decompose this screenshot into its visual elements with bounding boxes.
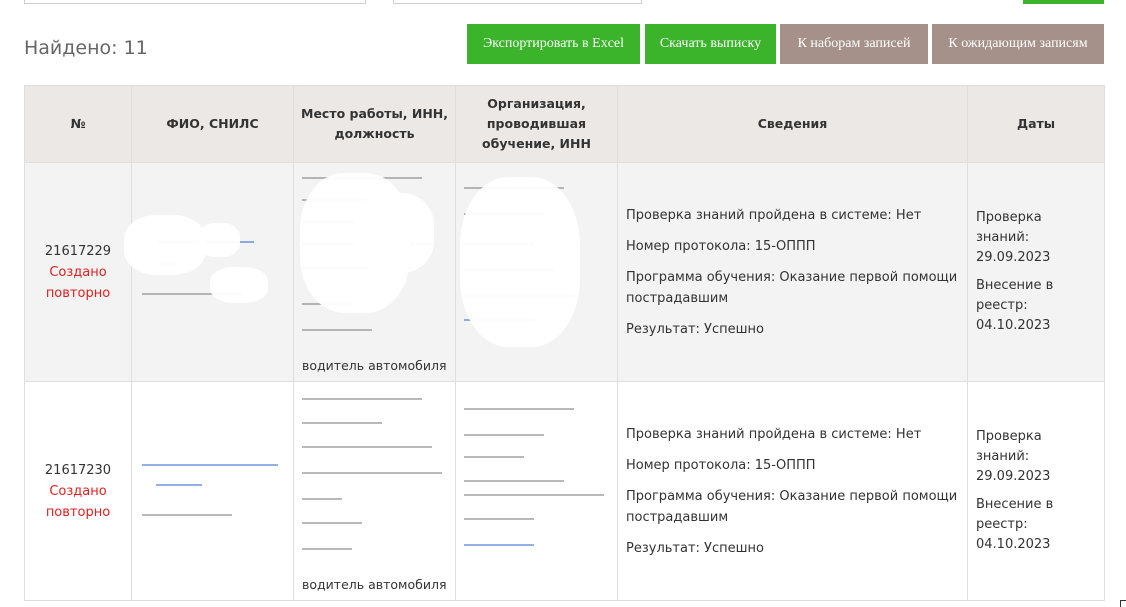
check-date-label: Проверка знаний: bbox=[976, 429, 1042, 464]
redaction-blob bbox=[198, 223, 240, 257]
registry-date-label: Внесение в реестр: bbox=[976, 278, 1054, 313]
info-result: Результат: Успешно bbox=[626, 540, 764, 556]
record-status: Создано повторно bbox=[45, 264, 111, 301]
table-row bbox=[25, 163, 1105, 382]
header-dates: Даты bbox=[968, 86, 1105, 163]
dates-cell bbox=[968, 382, 1105, 601]
info-check: Проверка знаний пройдена в системе: Нет bbox=[626, 426, 922, 442]
header-fio: ФИО, СНИЛС bbox=[132, 86, 294, 163]
redaction-blob bbox=[210, 267, 268, 303]
download-statement-button[interactable]: Скачать выписку bbox=[645, 24, 776, 64]
redaction-blob bbox=[460, 177, 580, 347]
org-cell-redacted bbox=[456, 382, 618, 601]
redaction-blob bbox=[124, 215, 206, 275]
header-work: Место работы, ИНН, должность bbox=[294, 86, 456, 163]
info-program: Программа обучения: Оказание первой помощи пострадавшим bbox=[626, 269, 958, 306]
job-position: водитель автомобиля bbox=[302, 358, 447, 373]
header-num: № bbox=[25, 86, 132, 163]
fio-cell-redacted[interactable] bbox=[132, 382, 294, 601]
job-position: водитель автомобиля bbox=[302, 577, 447, 592]
filter-input-partial[interactable] bbox=[24, 0, 366, 4]
record-sets-button[interactable]: К наборам записей bbox=[780, 24, 928, 64]
info-program: Программа обучения: Оказание первой помощи пострадавшим bbox=[626, 488, 958, 525]
resize-corner bbox=[1120, 600, 1126, 607]
redaction-blob bbox=[354, 193, 434, 273]
table-header-row bbox=[25, 86, 1105, 163]
record-status: Создано повторно bbox=[45, 483, 111, 520]
records-table bbox=[24, 85, 1105, 601]
registry-date-label: Внесение в реестр: bbox=[976, 497, 1054, 532]
info-cell bbox=[618, 163, 968, 382]
registry-date: 04.10.2023 bbox=[976, 537, 1051, 552]
work-cell bbox=[294, 163, 456, 382]
registry-date: 04.10.2023 bbox=[976, 318, 1051, 333]
work-cell bbox=[294, 382, 456, 601]
info-cell bbox=[618, 382, 968, 601]
record-id: 21617230 bbox=[44, 462, 112, 478]
fio-cell-redacted[interactable] bbox=[132, 163, 294, 382]
table-row bbox=[25, 382, 1105, 601]
org-cell-redacted bbox=[456, 163, 618, 382]
pending-records-button[interactable]: К ожидающим записям bbox=[932, 24, 1104, 64]
header-org: Организация, проводившая обучение, ИНН bbox=[456, 86, 618, 163]
filter-input-partial-2[interactable] bbox=[393, 0, 642, 4]
header-info: Сведения bbox=[618, 86, 968, 163]
redacted-name-link[interactable] bbox=[142, 464, 278, 466]
check-date: 29.09.2023 bbox=[976, 250, 1051, 265]
export-excel-button[interactable]: Экспортировать в Excel bbox=[467, 24, 640, 64]
info-result: Результат: Успешно bbox=[626, 321, 764, 337]
redacted-name-link-2[interactable] bbox=[156, 484, 202, 486]
record-id-cell bbox=[25, 163, 132, 382]
record-id-cell bbox=[25, 382, 132, 601]
check-date-label: Проверка знаний: bbox=[976, 210, 1042, 245]
search-button-partial[interactable] bbox=[1023, 0, 1104, 4]
check-date: 29.09.2023 bbox=[976, 469, 1051, 484]
info-protocol: Номер протокола: 15-ОППП bbox=[626, 457, 816, 473]
record-id: 21617229 bbox=[44, 243, 112, 259]
results-count: Найдено: 11 bbox=[24, 37, 148, 59]
info-protocol: Номер протокола: 15-ОППП bbox=[626, 238, 816, 254]
dates-cell bbox=[968, 163, 1105, 382]
info-check: Проверка знаний пройдена в системе: Нет bbox=[626, 207, 922, 223]
redacted-snils bbox=[142, 514, 232, 516]
